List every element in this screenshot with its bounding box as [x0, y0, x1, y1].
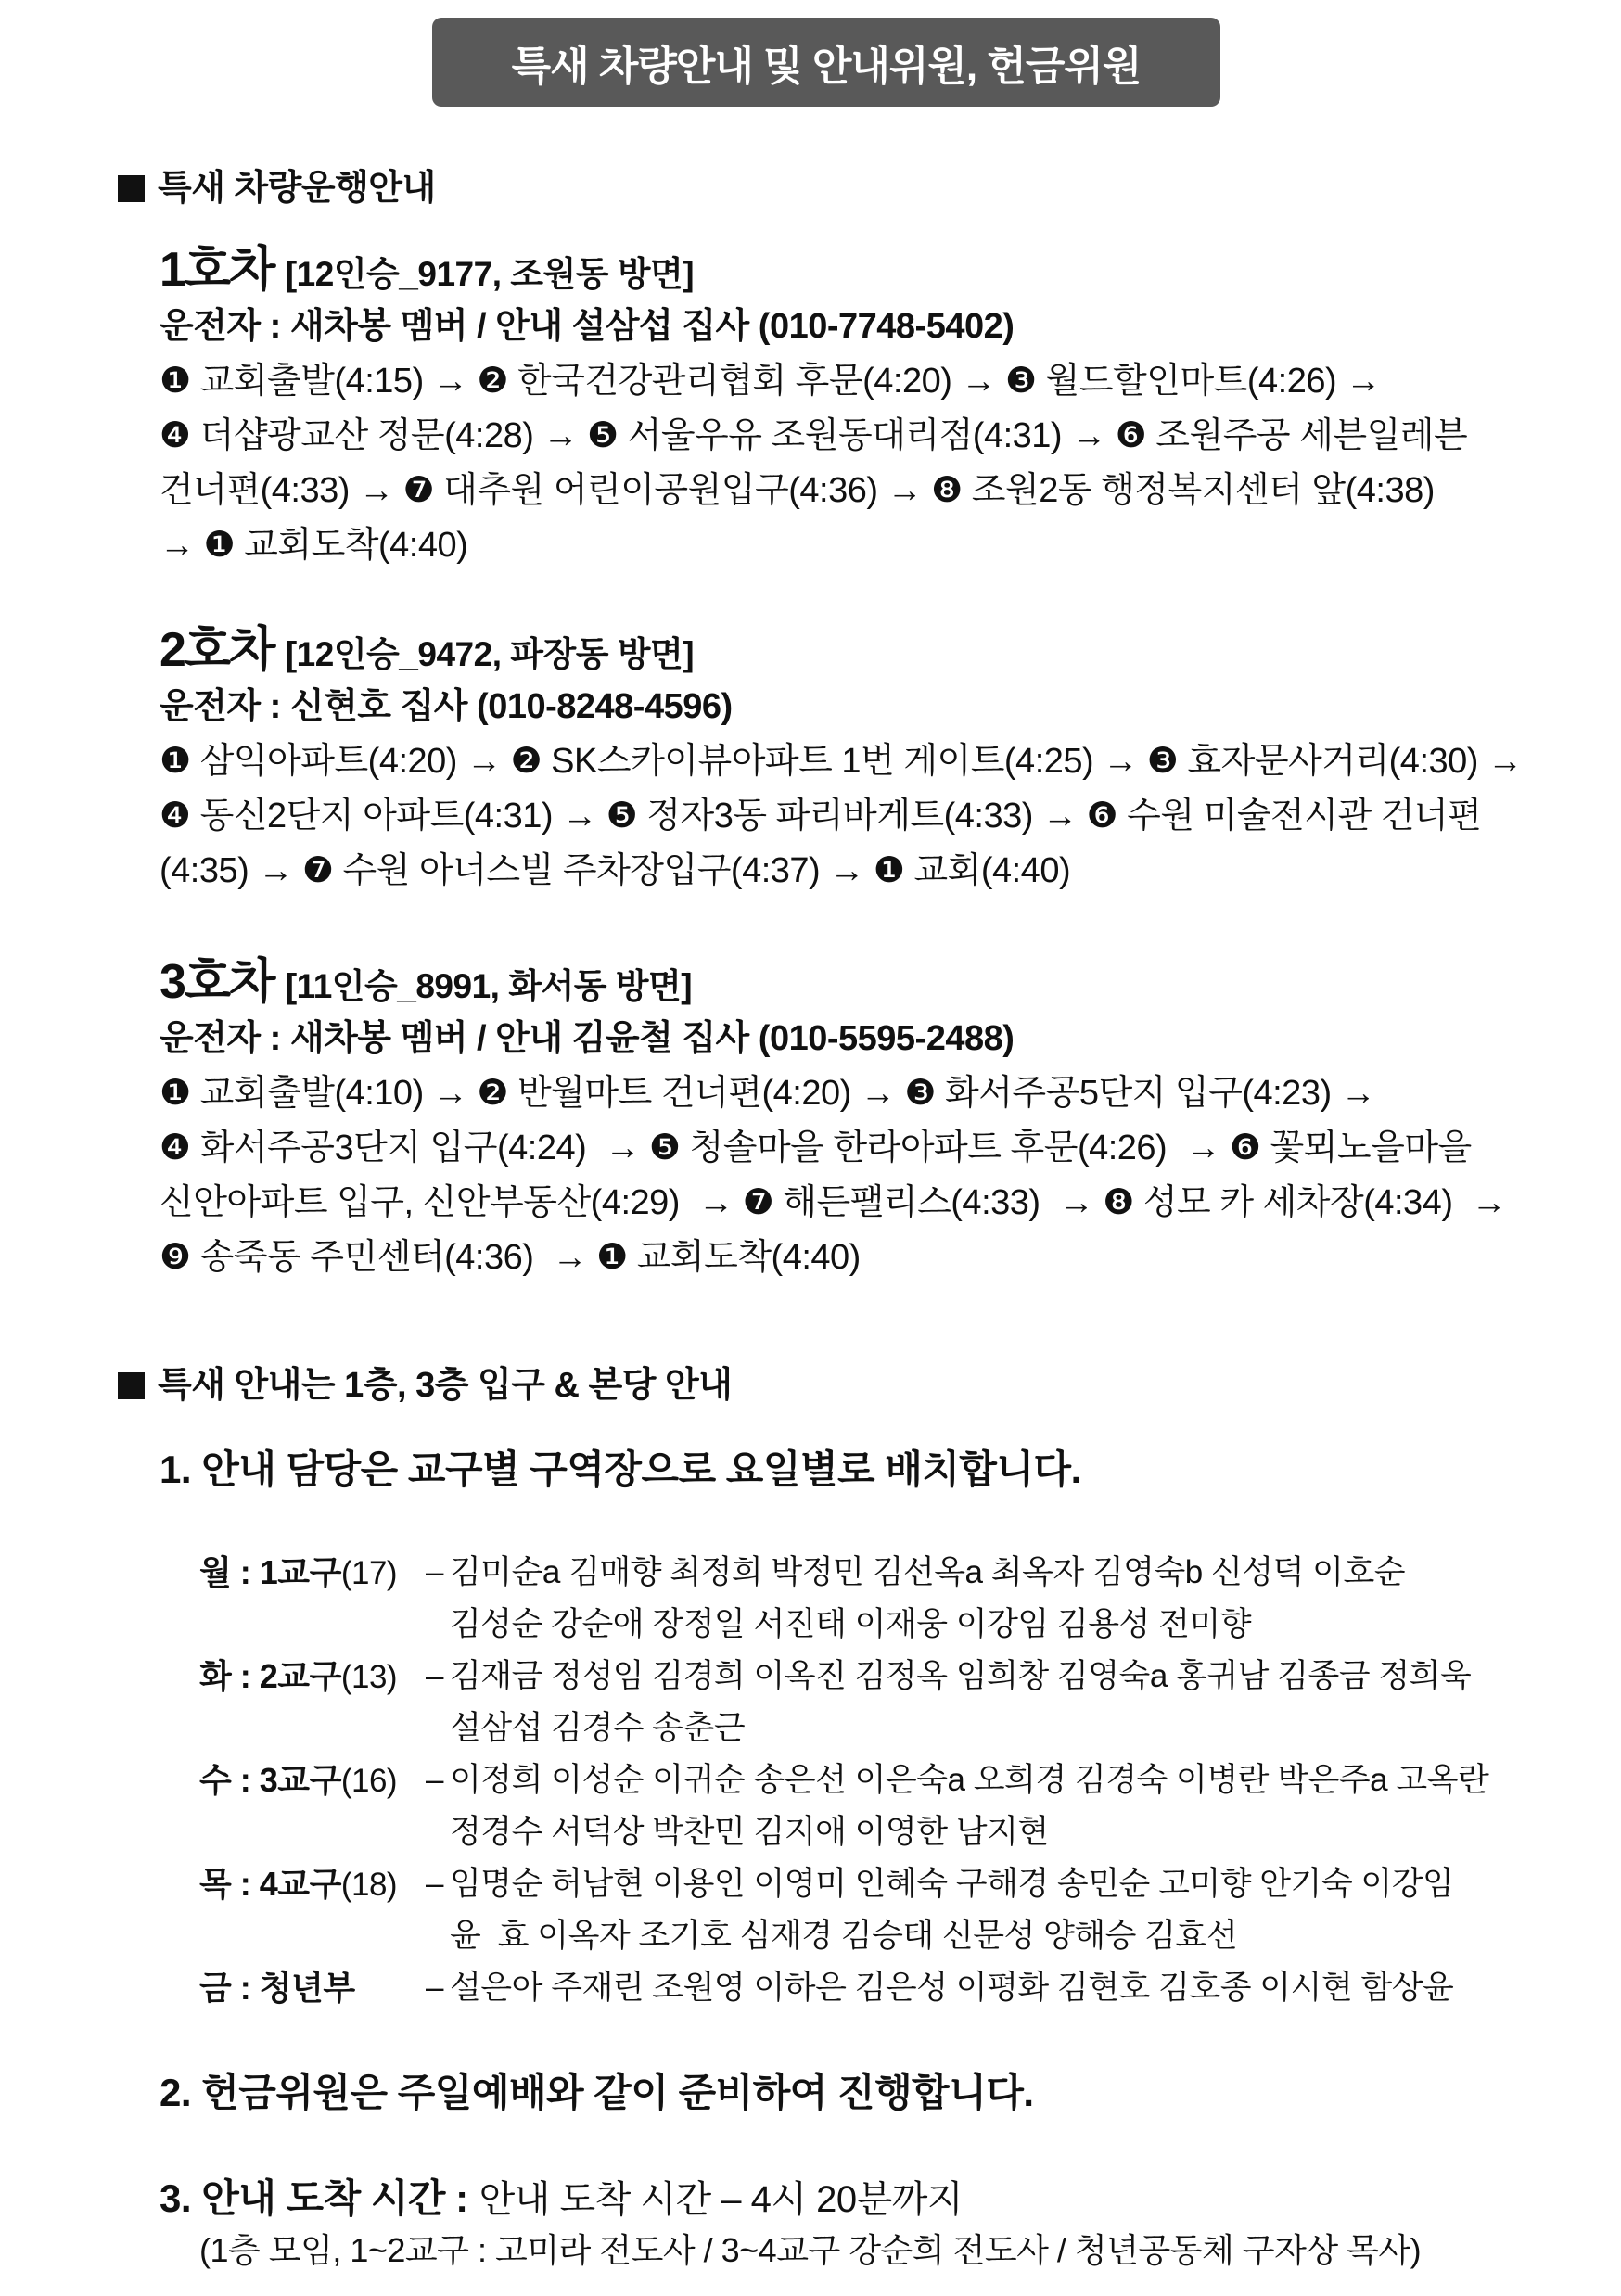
roster-names [450, 1858, 1488, 1962]
route-line: ❶ 삼익아파트(4:20) → ❷ SK스카이뷰아파트 1번 게이트(4:25) → ❸ 효자문사거리(4:30) → [160, 742, 1523, 781]
guide-item-3 [160, 2172, 963, 2226]
route-line: ❹ 화서주공3단지 입구(4:24) → ❺ 청솔마을 한라아파트 후문(4:26) → ❻ 꽃뫼노을마을 [160, 1129, 1472, 1167]
roster-names [450, 1547, 1488, 1651]
roster-day-group: 월 : 1교구 [199, 1553, 341, 1591]
roster-row-tuesday [199, 1651, 1488, 1754]
roster-names [450, 1651, 1488, 1754]
roster-names [450, 1962, 1488, 2015]
roster-names-line: 김재금 정성임 김경희 이옥진 김정옥 임희창 김영숙a 홍귀남 김종금 정희욱 [450, 1658, 1472, 1694]
roster-dash: – [426, 1658, 443, 1694]
roster-dash: – [426, 1866, 443, 1902]
guide-roster [199, 1547, 1488, 2015]
arrival-time-label: 3. 안내 도착 시간 : [160, 2176, 468, 2220]
vehicle-header [160, 241, 1467, 299]
square-bullet-icon [118, 1372, 145, 1399]
vehicle-driver: 운전자 : 새차봉 멤버 / 안내 설삼섭 집사 (010-7748-5402) [160, 307, 1015, 346]
guide-item-2: 2. 헌금위원은 주일예배와 같이 준비하여 진행합니다. [160, 2071, 1034, 2114]
roster-names-line: 정경수 서덕상 박찬민 김지애 이영한 남지현 [450, 1814, 1049, 1850]
roster-count: (16) [340, 1763, 398, 1799]
roster-row-monday [199, 1547, 1488, 1651]
roster-day-group: 금 : 청년부 [199, 1969, 355, 2007]
roster-day-group: 목 : 4교구 [199, 1865, 341, 1903]
route-line: → ❶ 교회도착(4:40) [160, 526, 468, 565]
route-line: ❶ 교회출발(4:15) → ❷ 한국건강관리협회 후문(4:20) → ❸ 월드할인마트(4:26) → [160, 362, 1381, 401]
roster-day-group: 화 : 2교구 [199, 1657, 341, 1695]
vehicle-section-header [118, 161, 436, 215]
roster-row-wednesday [199, 1754, 1488, 1858]
route-line: ❾ 송죽동 주민센터(4:36) → ❶ 교회도착(4:40) [160, 1238, 861, 1277]
route-line: ❹ 동신2단지 아파트(4:31) → ❺ 정자3동 파리바게트(4:33) → ❻ 수원 미술전시관 건너편 [160, 797, 1482, 835]
route-line: ❶ 교회출발(4:10) → ❷ 반월마트 건너편(4:20) → ❸ 화서주공5단지 입구(4:23) → [160, 1074, 1376, 1113]
square-bullet-icon [118, 175, 145, 202]
arrival-time-value: 안내 도착 시간 – 4시 20분까지 [479, 2179, 964, 2220]
roster-row-friday [199, 1962, 1488, 2015]
vehicle-info: [12인승_9472, 파장동 방면] [285, 635, 695, 673]
vehicle-3-block [160, 953, 1506, 1285]
roster-dash: – [426, 1554, 443, 1590]
route-line: 신안아파트 입구, 신안부동산(4:29) → ❼ 해든팰리스(4:33) → ❽ 성모 카 세차장(4:34) → [160, 1183, 1507, 1222]
vehicle-2-block [160, 621, 1522, 899]
vehicle-name: 3호차 [160, 955, 274, 1009]
roster-names [450, 1754, 1488, 1858]
roster-label [199, 1651, 419, 1754]
vehicle-1-block [160, 241, 1467, 573]
roster-count: (18) [340, 1867, 398, 1903]
roster-names-line: 설삼섭 김경수 송춘근 [450, 1710, 746, 1746]
roster-count: (13) [340, 1659, 398, 1695]
roster-dash: – [426, 1970, 443, 2006]
roster-label [199, 1754, 419, 1858]
route-line: 건너편(4:33) → ❼ 대추원 어린이공원입구(4:36) → ❽ 조원2동 행정복지센터 앞(4:38) [160, 471, 1435, 510]
roster-names-line: 김미순a 김매향 최정희 박정민 김선옥a 최옥자 김영숙b 신성덕 이호순 [450, 1554, 1406, 1590]
page-title: 특새 차량안내 및 안내위원, 헌금위원 [511, 44, 1142, 89]
roster-names-line: 임명순 허남현 이용인 이영미 인혜숙 구해경 송민순 고미향 안기숙 이강임 [450, 1866, 1454, 1902]
roster-dash: – [426, 1762, 443, 1798]
roster-label [199, 1962, 419, 2015]
roster-count: (17) [340, 1555, 398, 1591]
route-line: ❹ 더샵광교산 정문(4:28) → ❺ 서울우유 조원동대리점(4:31) → ❻ 조원주공 세븐일레븐 [160, 416, 1468, 455]
roster-label [199, 1858, 419, 1962]
vehicle-info: [12인승_9177, 조원동 방면] [285, 255, 695, 293]
vehicle-header [160, 953, 1506, 1011]
route-line: (4:35) → ❼ 수원 아너스빌 주차장입구(4:37) → ❶ 교회(4:40) [160, 851, 1071, 890]
guide-section-heading: 특새 안내는 1층, 3층 입구 & 본당 안내 [158, 1366, 733, 1405]
guide-section-header [118, 1358, 732, 1412]
arrival-note: (1층 모임, 1~2교구 : 고미라 전도사 / 3~4교구 강순희 전도사 / 청년공동체 구자상 목사) [199, 2231, 1422, 2269]
vehicle-name: 2호차 [160, 623, 274, 677]
roster-names-line: 윤 효 이옥자 조기호 심재경 김승태 신문성 양해승 김효선 [450, 1918, 1238, 1954]
vehicle-header [160, 621, 1522, 679]
vehicle-info: [11인승_8991, 화서동 방면] [285, 967, 693, 1005]
vehicle-driver: 운전자 : 새차봉 멤버 / 안내 김윤철 집사 (010-5595-2488) [160, 1019, 1015, 1058]
roster-names-line: 이정희 이성순 이귀순 송은선 이은숙a 오희경 김경숙 이병란 박은주a 고옥란 [450, 1762, 1489, 1798]
vehicle-driver: 운전자 : 신현호 집사 (010-8248-4596) [160, 687, 733, 726]
vehicle-name: 1호차 [160, 243, 274, 297]
roster-names-line: 김성순 강순애 장정일 서진태 이재웅 이강임 김용성 전미향 [450, 1606, 1252, 1642]
roster-day-group: 수 : 3교구 [199, 1761, 341, 1799]
vehicle-section-heading: 특새 차량운행안내 [158, 169, 436, 208]
guide-item-1: 1. 안내 담당은 교구별 구역장으로 요일별로 배치합니다. [160, 1448, 1081, 1491]
roster-row-thursday [199, 1858, 1488, 1962]
roster-label [199, 1547, 419, 1651]
title-banner [432, 18, 1220, 107]
roster-names-line: 설은아 주재린 조원영 이하은 김은성 이평화 김현호 김호종 이시현 함상윤 [450, 1970, 1454, 2006]
